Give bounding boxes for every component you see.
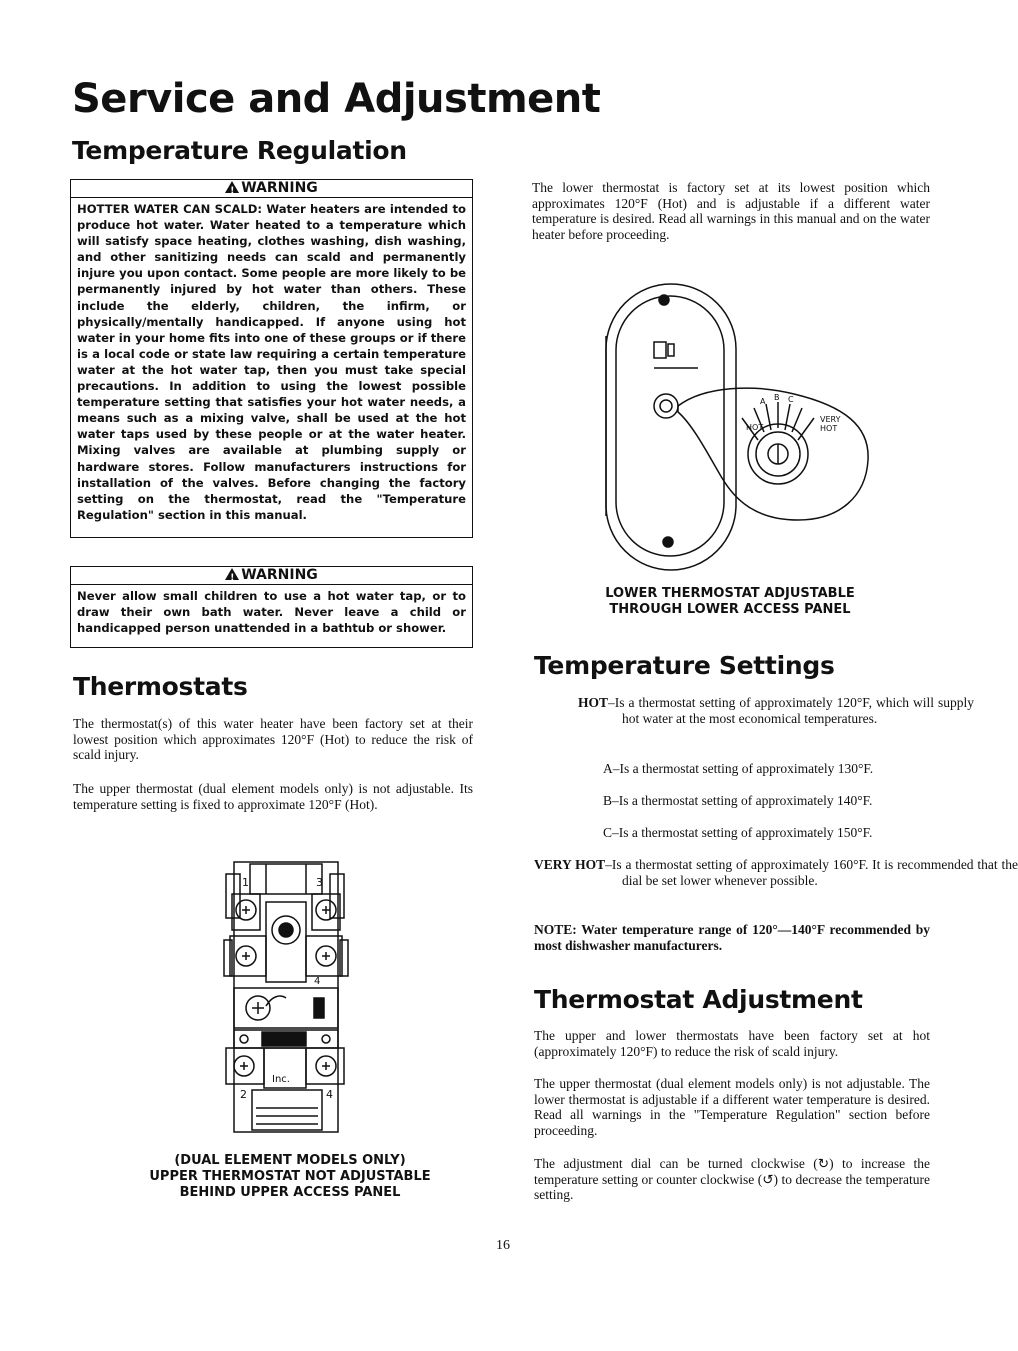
setting-text: –Is a thermostat setting of approximately 120°F, which will supply hot water at the most economical temperatures. — [608, 695, 974, 726]
dial-label-b: B — [774, 393, 780, 402]
warning-text: HOTTER WATER CAN SCALD: Water heaters are intended to produce hot water. Water heated to a temperature which will satisfy space heating, clothes washing, dish washing, and other sanitizing needs can scald and permanently injure you upon contact. Some people are more likely to be permanently injured by hot water than others. These include the elderly, children, the infirm, or physically/mentally handicapped. If anyone using hot water in your home fits into one of these groups or if there is a local code or state law requiring a certain temperature water at the hot water tap, then you must take special precautions. In addition to using the lowest possible temperature setting that satisfies your hot water needs, a means such as a mixing valve, shall be used at the hot water taps used by these people or at the water heater. Mixing valves are available at plumbing supply or hardware stores. Follow manufacturers instructions for installation of the valves. Before changing the factory setting on the thermostat, read the "Temperature Regulation" section in this manual. — [77, 202, 466, 522]
caption-line: UPPER THERMOSTAT NOT ADJUSTABLE — [149, 1169, 431, 1184]
caption-line: BEHIND UPPER ACCESS PANEL — [179, 1185, 401, 1200]
warning-triangle-icon — [225, 568, 239, 580]
setting-text: –Is a thermostat setting of approximately 160°F. It is recommended that the dial be set lower whenever possible. — [605, 857, 1018, 888]
dishwasher-note: NOTE: Water temperature range of 120°—140°F recommended by most dishwasher manufacturers. — [534, 922, 930, 953]
adjustment-text: The adjustment dial can be turned clockwise ( — [534, 1156, 818, 1171]
adjustment-text: ) to decrease the temperature setting. — [534, 1171, 930, 1203]
warning-triangle-icon — [225, 181, 239, 193]
lower-thermostat-figure — [594, 276, 874, 576]
warning-box-children — [70, 566, 473, 648]
caption-line: THROUGH LOWER ACCESS PANEL — [609, 602, 851, 617]
adjustment-paragraph-2: The upper thermostat (dual element models only) is not adjustable. The lower thermostat is adjustable if a different water temperature is desired. Read all warnings in the "Temperature Regulation" section before proceeding. — [534, 1076, 930, 1138]
setting-label: VERY HOT — [534, 857, 606, 872]
setting-label: B — [603, 793, 613, 808]
caption-line: LOWER THERMOSTAT ADJUSTABLE — [605, 586, 855, 601]
page-number: 16 — [496, 1238, 510, 1253]
dial-label-very-hot: HOT — [820, 424, 838, 433]
setting-label: A — [603, 761, 613, 776]
terminal-label-4-top: 4 — [314, 976, 321, 987]
upper-thermostat-figure — [222, 858, 352, 1136]
setting-b — [603, 793, 872, 809]
terminal-label-2: 2 — [240, 1088, 247, 1101]
warning-box-scald — [70, 179, 473, 538]
setting-label: HOT — [578, 695, 609, 710]
setting-a — [603, 761, 873, 777]
counter-clockwise-arrow-icon: ↺ — [762, 1171, 774, 1187]
lower-thermostat-caption — [530, 586, 930, 618]
setting-text: –Is a thermostat setting of approximately 130°F. — [612, 761, 874, 776]
thermostats-paragraph-2: The upper thermostat (dual element models only) is not adjustable. Its temperature setting is fixed to approximate 120°F (Hot). — [73, 781, 473, 812]
upper-thermostat-caption — [90, 1153, 490, 1201]
caption-line: (DUAL ELEMENT MODELS ONLY) — [174, 1153, 406, 1168]
setting-very-hot — [534, 857, 1018, 888]
setting-label: C — [603, 825, 613, 840]
dial-label-c: C — [788, 395, 794, 404]
page-title: Service and Adjustment — [72, 76, 601, 122]
section-title-temperature-regulation: Temperature Regulation — [72, 136, 407, 165]
brand-label: Inc. — [272, 1074, 290, 1085]
terminal-label-4-bottom: 4 — [326, 1088, 333, 1101]
warning-label: WARNING — [241, 567, 318, 583]
adjustment-text: ) to increase the temperature setting or counter clockwise ( — [534, 1156, 930, 1187]
setting-c — [603, 825, 872, 841]
warning-text: Never allow small children to use a hot water tap, or to draw their own bath water. Never leave a child or handicapped person unattended in a bathtub or shower. — [77, 589, 466, 636]
warning-label: WARNING — [241, 180, 318, 196]
setting-text: –Is a thermostat setting of approximately 140°F. — [612, 793, 873, 808]
clockwise-arrow-icon: ↻ — [817, 1156, 830, 1171]
section-title-thermostats: Thermostats — [73, 672, 248, 701]
warning-header — [71, 180, 472, 198]
thermostats-paragraph-1: The thermostat(s) of this water heater have been factory set at their lowest position which approximates 120°F (Hot) to reduce the risk of scald injury. — [73, 716, 473, 763]
adjustment-paragraph-1: The upper and lower thermostats have been factory set at hot (approximately 120°F) to reduce the risk of scald injury. — [534, 1028, 930, 1059]
section-title-thermostat-adjustment: Thermostat Adjustment — [534, 985, 863, 1014]
section-title-temperature-settings: Temperature Settings — [534, 651, 835, 680]
setting-text: –Is a thermostat setting of approximately 150°F. — [612, 825, 873, 840]
setting-hot — [578, 695, 974, 726]
dial-label-hot: HOT — [746, 423, 764, 432]
adjustment-paragraph-3 — [534, 1156, 930, 1203]
terminal-label-1: 1 — [242, 876, 249, 889]
dial-label-very: VERY — [820, 415, 841, 424]
terminal-label-3: 3 — [316, 876, 323, 889]
dial-label-a: A — [760, 397, 766, 406]
lower-thermostat-intro: The lower thermostat is factory set at its lowest position which approximates 120°F (Hot) and is adjustable if a different water temperature is desired. Read all warnings in this manual and on the water heater before proceeding. — [532, 180, 930, 242]
warning-header — [71, 567, 472, 585]
